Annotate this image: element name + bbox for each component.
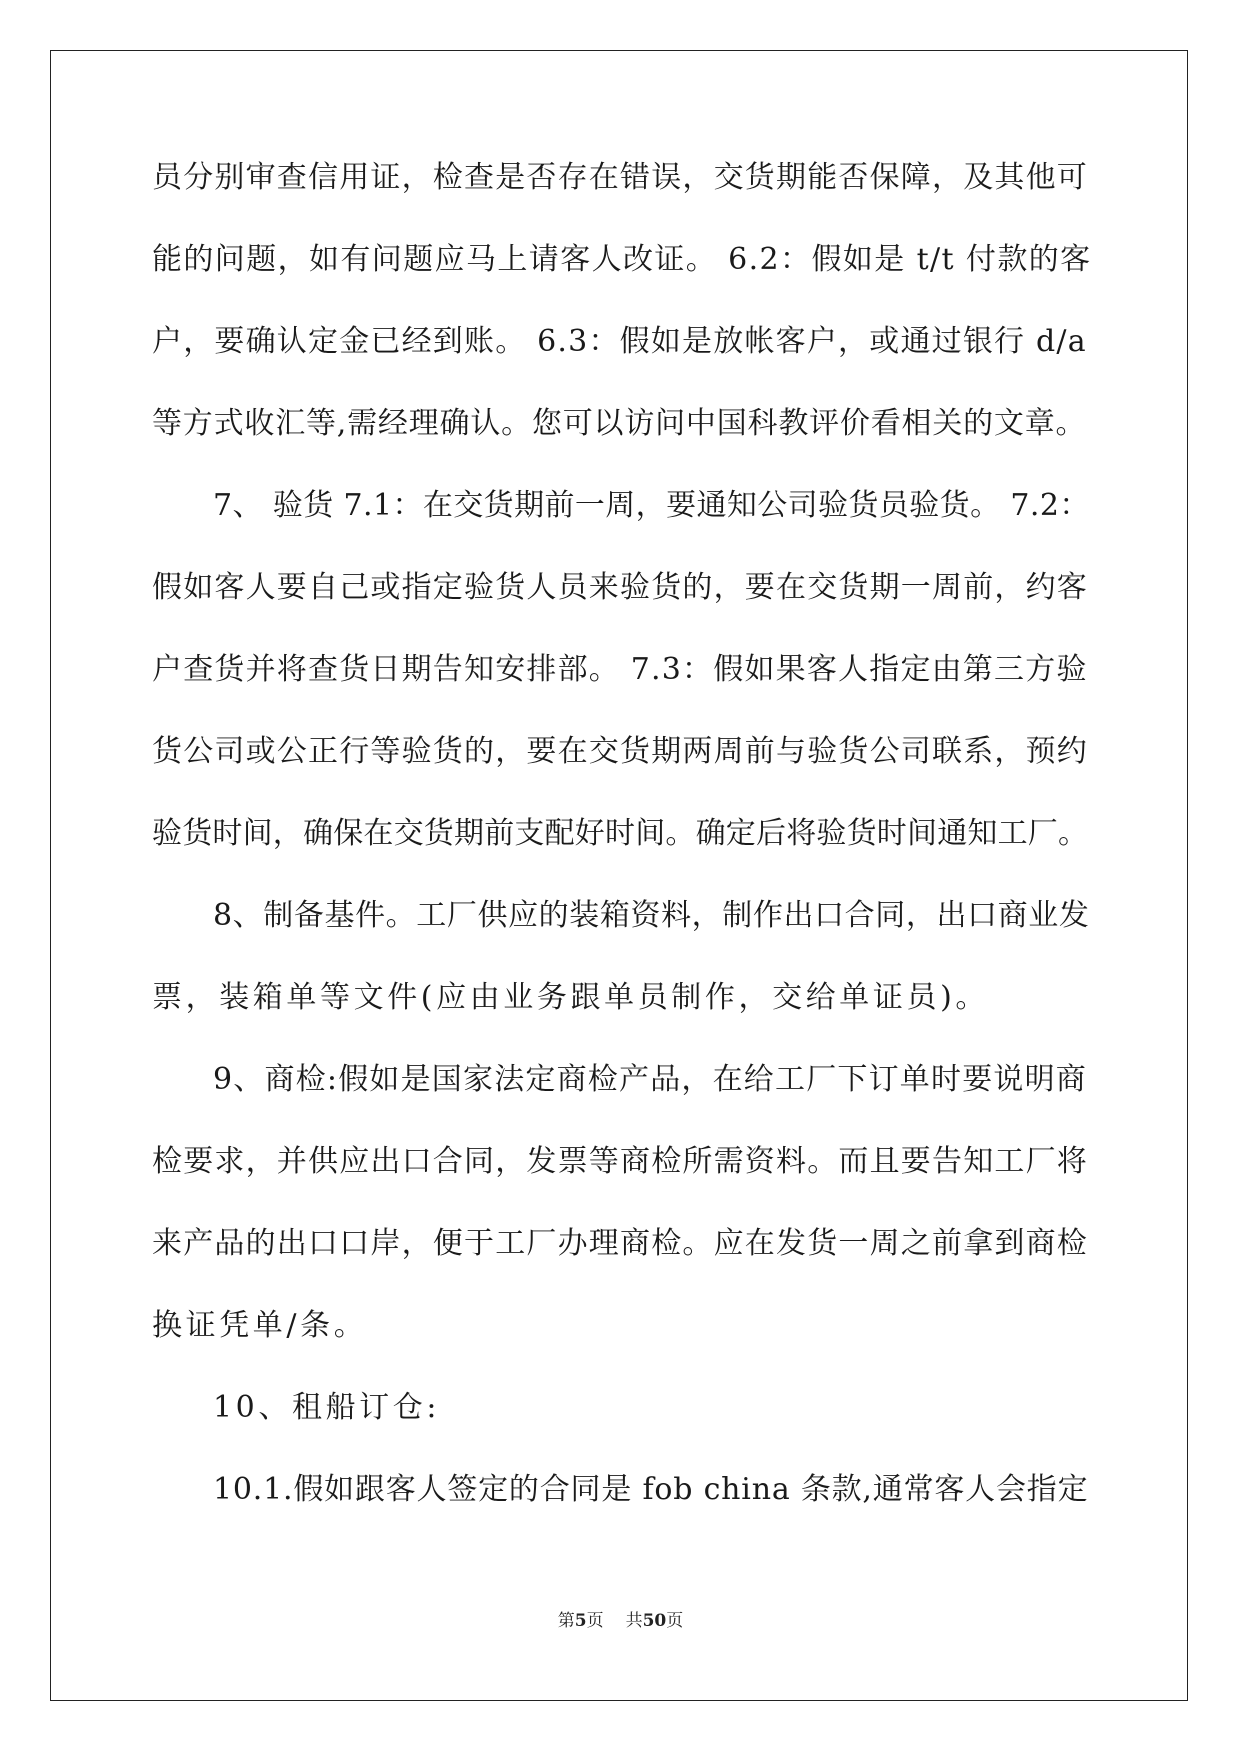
text-line: 票，装箱单等文件(应由业务跟单员制作，交给单证员)。 [152,980,990,1015]
footer-total-prefix: 共 [625,1611,643,1631]
text-line: 换证凭单/条。 [152,1308,368,1343]
text-line: 检要求，并供应出口合同，发票等商检所需资料。而且要告知工厂将 [152,1144,1088,1179]
text-line: 7、 验货 7.1：在交货期前一周，要通知公司验货员验货。 7.2： [213,488,1090,523]
text-line: 户，要确认定金已经到账。 6.3：假如是放帐客户，或通过银行 d/a [152,324,1087,359]
document-body [152,158,1092,1552]
current-page-number: 5 [574,1611,587,1631]
text-line: 能的问题，如有问题应马上请客人改证。 6.2：假如是 t/t 付款的客 [152,242,1092,277]
footer-prefix: 第 [557,1611,575,1631]
text-line: 员分别审查信用证，检查是否存在错误，交货期能否保障，及其他可 [152,160,1088,195]
text-line: 10.1.假如跟客人签定的合同是 fob china 条款,通常客人会指定 [213,1472,1089,1507]
footer-total-suffix: 页 [666,1611,684,1631]
total-page-count: 50 [642,1611,667,1631]
text-line: 等方式收汇等,需经理确认。您可以访问中国科教评价看相关的文章。 [152,406,1087,441]
text-line: 货公司或公正行等验货的，要在交货期两周前与验货公司联系，预约 [152,734,1088,769]
text-line: 8、制备基件。工厂供应的装箱资料，制作出口合同，出口商业发 [213,898,1090,933]
text-line: 9、商检:假如是国家法定商检产品，在给工厂下订单时要说明商 [213,1062,1087,1097]
text-line: 验货时间，确保在交货期前支配好时间。确定后将验货时间通知工厂。 [152,816,1089,851]
text-line: 10、租船订仓: [213,1390,441,1425]
footer-page-suffix: 页 [586,1611,604,1631]
text-line: 假如客人要自己或指定验货人员来验货的，要在交货期一周前，约客 [152,570,1088,605]
page-footer [0,1606,1241,1631]
text-line: 来产品的出口口岸，便于工厂办理商检。应在发货一周之前拿到商检 [152,1226,1088,1261]
text-line: 户查货并将查货日期告知安排部。 7.3：假如果客人指定由第三方验 [152,652,1088,687]
